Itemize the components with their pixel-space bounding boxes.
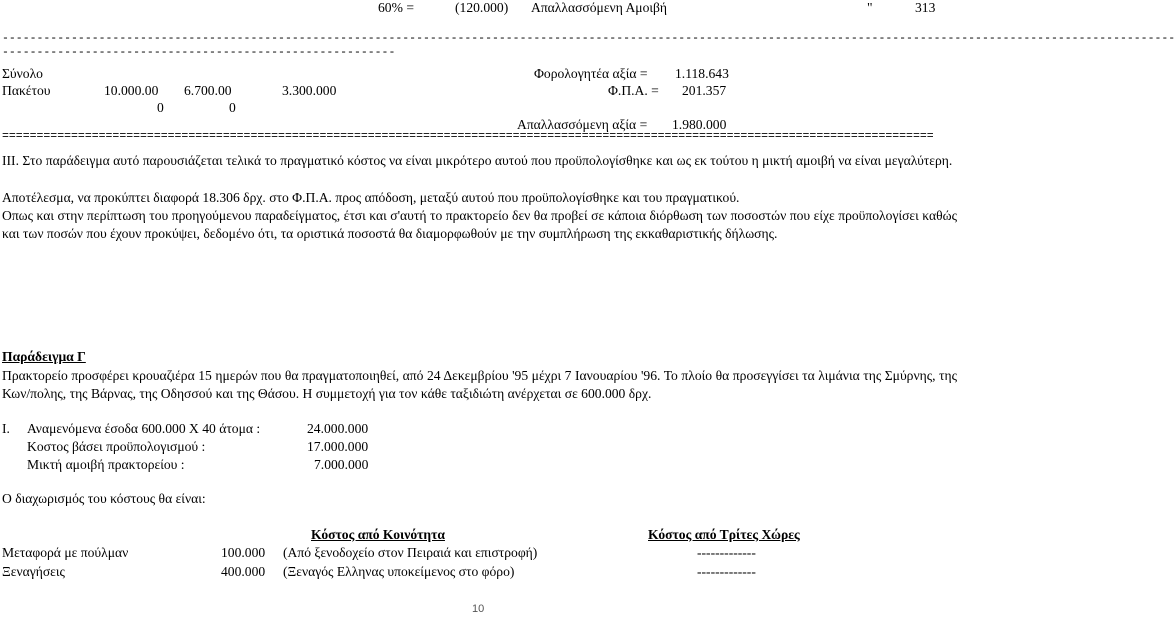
top-percent: 60% = bbox=[378, 0, 414, 15]
section-i-row-value: 24.000.000 bbox=[307, 421, 369, 436]
cost-row-third: ------------- bbox=[697, 564, 756, 579]
summary-v1: 10.000.00 bbox=[104, 83, 159, 98]
vat-value: 201.357 bbox=[682, 83, 727, 98]
section-iii-paragraph-3: Οπως και στην περίπτωση του προηγούμενου παραδείγματος, έτσι και σ'αυτή το πρακτορείο δεν θα προβεί σε κάποια διόρθωση των ποσοστών που είχε προϋπολογίσει καθώς και των ποσών που έχουν προκύψει, δεδομένο ότι, τα οριστικά ποσοστά θα διαμορφωθούν με την συμπλήρωση της εκκαθαριστικής δήλωσης. bbox=[2, 208, 957, 241]
section-iii-paragraph-2: Αποτέλεσμα, να προκύπτει διαφορά 18.306 δρχ. στο Φ.Π.Α. προς απόδοση, μεταξύ αυτού που προϋπολογίσθηκε και του πραγματικού. bbox=[2, 190, 740, 205]
header-community-cost: Κόστος από Κοινότητα bbox=[311, 527, 445, 542]
example-c-heading: Παράδειγμα Γ bbox=[2, 349, 86, 364]
summary-z2: 0 bbox=[229, 100, 236, 115]
dash-rule-1: -------------------------------------------------------------------------------------------------------------------------------------------------------------------------- bbox=[2, 32, 1175, 45]
cost-intro: Ο διαχωρισμός του κόστους θα είναι: bbox=[2, 491, 206, 506]
cost-row-description: (Από ξενοδοχείο στον Πειραιά και επιστροφή) bbox=[283, 545, 538, 560]
cost-row-third: ------------- bbox=[697, 545, 756, 560]
section-i-row-value: 7.000.000 bbox=[314, 457, 369, 472]
exempt-value: 1.980.000 bbox=[672, 117, 727, 132]
taxable-label: Φορολογητέα αξία = bbox=[534, 66, 648, 81]
vat-label: Φ.Π.Α. = bbox=[608, 83, 659, 98]
cost-row-amount: 100.000 bbox=[221, 545, 266, 560]
top-amount: (120.000) bbox=[455, 0, 509, 15]
summary-v2: 6.700.00 bbox=[184, 83, 232, 98]
summary-v3: 3.300.000 bbox=[282, 83, 337, 98]
cost-row-description: (Ξεναγός Ελληνας υποκείμενος στο φόρο) bbox=[283, 564, 515, 579]
top-label: Απαλλασσόμενη Αμοιβή bbox=[531, 0, 668, 15]
top-quote: " bbox=[867, 0, 873, 15]
cost-row-label: Μεταφορά με πούλμαν bbox=[2, 545, 129, 560]
cost-row-amount: 400.000 bbox=[221, 564, 266, 579]
summary-package-label: Πακέτου bbox=[2, 83, 51, 98]
summary-z1: 0 bbox=[157, 100, 164, 115]
exempt-label: Απαλλασσόμενη αξία = bbox=[517, 117, 648, 132]
header-third-country-cost: Κόστος από Τρίτες Χώρες bbox=[648, 527, 800, 542]
dash-rule-2: --------------------------------------------------------- bbox=[2, 46, 396, 59]
equals-rule: ======================================================================================================================================= bbox=[2, 130, 934, 143]
section-i-row-label: Μικτή αμοιβή πρακτορείου : bbox=[27, 457, 185, 472]
cost-row-label: Ξεναγήσεις bbox=[2, 564, 65, 579]
top-value: 313 bbox=[915, 0, 936, 15]
section-iii-paragraph-1: ΙΙΙ. Στο παράδειγμα αυτό παρουσιάζεται τελικά το πραγματικό κόστος να είναι μικρότερο αυτού που προϋπολογίσθηκε και ως εκ τούτου η μικτή αμοιβή να είναι μεγαλύτερη. bbox=[2, 153, 953, 168]
section-i-row-label: Αναμενόμενα έσοδα 600.000 Χ 40 άτομα : bbox=[27, 421, 261, 436]
taxable-value: 1.118.643 bbox=[675, 66, 729, 81]
page-number: 10 bbox=[472, 603, 485, 615]
example-c-text: Πρακτορείο προσφέρει κρουαζιέρα 15 ημερών που θα πραγματοποιηθεί, από 24 Δεκεμβρίου '95 μέχρι 7 Ιανουαρίου '96. Το πλοίο θα προσεγγίσει τα λιμάνια της Σμύρνης, της Κων/πολης, της Βάρνας, της Οδησσού και της Θάσου. Η συμμετοχή για τον κάθε ταξιδιώτη ανέρχεται σε 600.000 δρχ. bbox=[2, 368, 957, 401]
section-i-numeral: Ι. bbox=[2, 421, 10, 436]
section-i-row-label: Κοστος βάσει προϋπολογισμού : bbox=[27, 439, 206, 454]
summary-total-label: Σύνολο bbox=[2, 66, 43, 81]
section-i-row-value: 17.000.000 bbox=[307, 439, 369, 454]
